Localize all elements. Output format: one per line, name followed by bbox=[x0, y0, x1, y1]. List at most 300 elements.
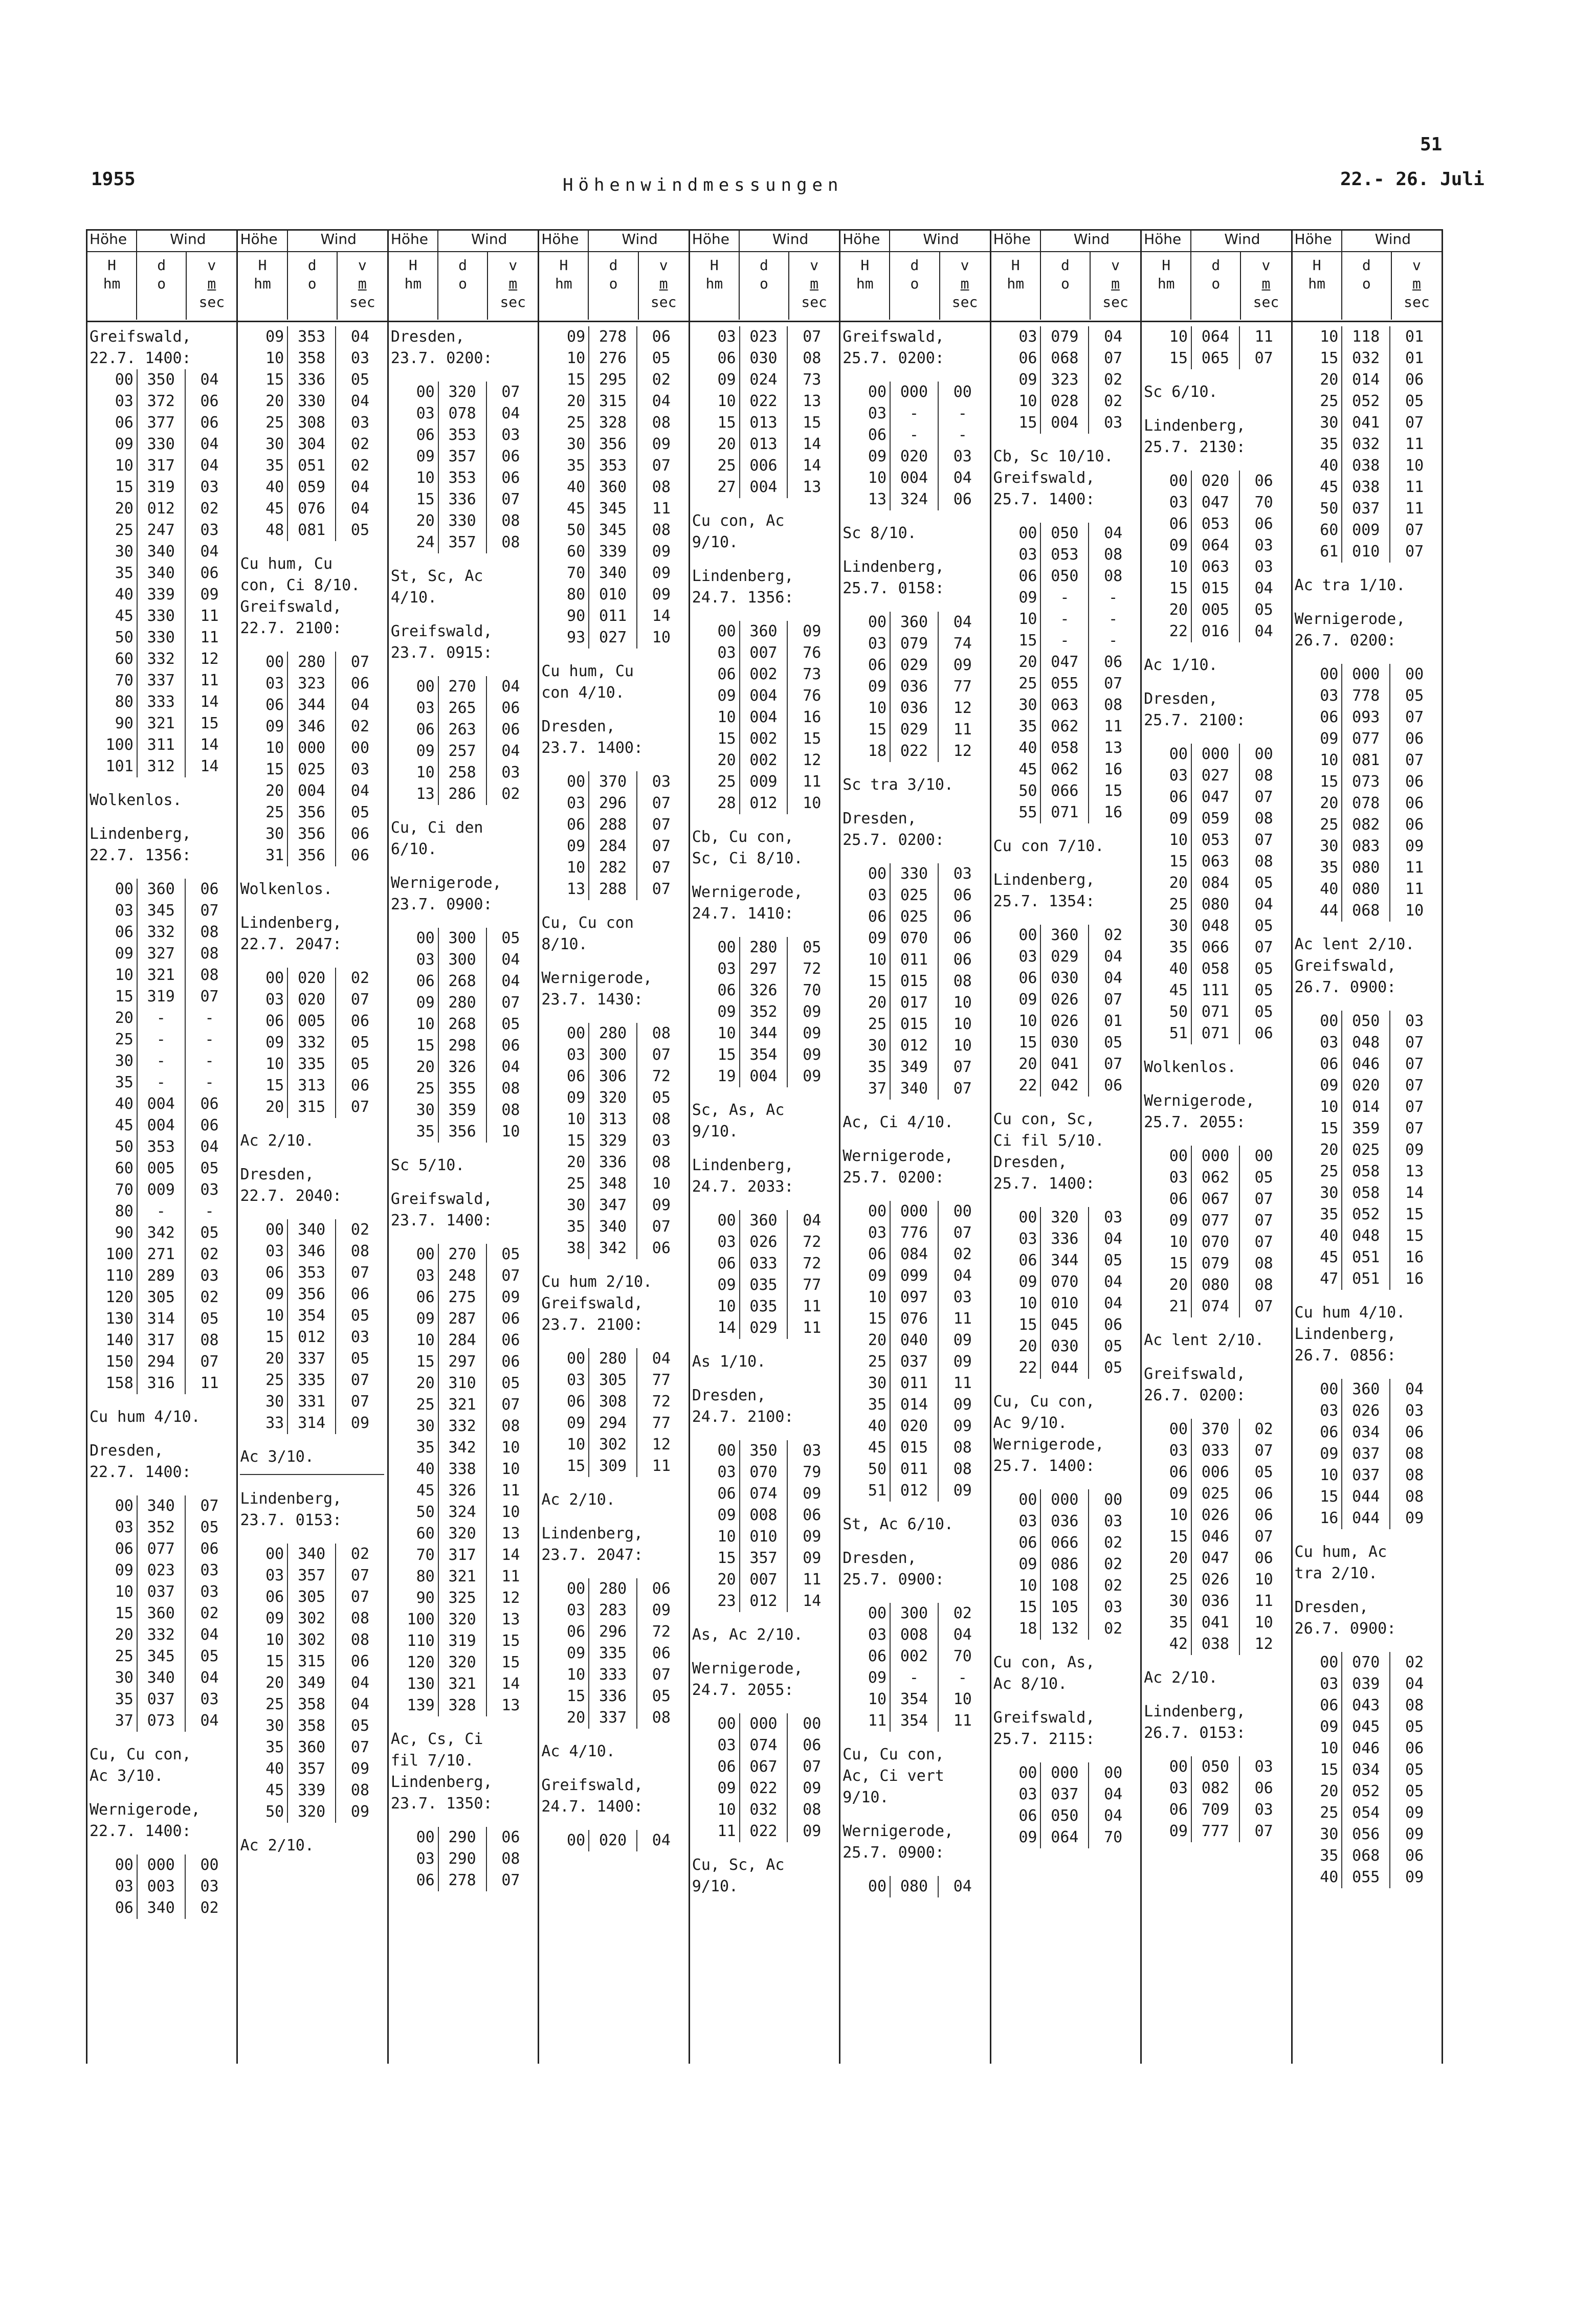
data-row bbox=[692, 664, 836, 685]
height-cell: 06 bbox=[541, 1621, 589, 1643]
speed-unit-sec: sec bbox=[1102, 294, 1128, 310]
direction-cell: 360 bbox=[740, 621, 788, 642]
height-cell: 15 bbox=[692, 1044, 740, 1066]
height-cell: 45 bbox=[993, 759, 1041, 780]
data-row bbox=[240, 1391, 384, 1413]
speed-cell: 06 bbox=[501, 1331, 520, 1349]
data-row bbox=[240, 1694, 384, 1715]
spacer bbox=[391, 1232, 535, 1244]
spacer bbox=[391, 553, 535, 566]
direction-cell: 051 bbox=[1342, 1268, 1390, 1290]
speed-cell: 09 bbox=[803, 1046, 822, 1064]
station-text: Ci fil 5/10. bbox=[993, 1132, 1104, 1150]
height-cell: 09 bbox=[240, 326, 288, 348]
height-cell: 90 bbox=[90, 713, 138, 734]
height-cell: 35 bbox=[1144, 1612, 1192, 1634]
height-cell: 09 bbox=[692, 1505, 740, 1526]
height-cell: 93 bbox=[541, 627, 589, 649]
speed-cell: 09 bbox=[652, 435, 671, 453]
direction-cell: 330 bbox=[288, 391, 336, 412]
spacer bbox=[1295, 1290, 1438, 1302]
direction-cell: 000 bbox=[1041, 1489, 1089, 1511]
direction-cell: 033 bbox=[740, 1253, 788, 1275]
direction-cell: 296 bbox=[589, 1621, 637, 1643]
degree-symbol: o bbox=[1060, 275, 1070, 292]
height-cell: 20 bbox=[240, 391, 288, 412]
height-unit: hm bbox=[1157, 275, 1175, 292]
data-row bbox=[1295, 685, 1438, 707]
height-unit-header bbox=[1142, 252, 1191, 320]
height-cell: 09 bbox=[1144, 1210, 1192, 1232]
column-header-row bbox=[238, 231, 387, 252]
height-cell: 35 bbox=[240, 455, 288, 477]
speed-cell: 06 bbox=[953, 490, 972, 508]
data-row bbox=[692, 326, 836, 348]
height-cell: 00 bbox=[1295, 664, 1343, 685]
height-cell: 30 bbox=[843, 1373, 891, 1394]
height-symbol: H bbox=[710, 257, 719, 274]
data-row bbox=[692, 1569, 836, 1591]
speed-cell: 03 bbox=[200, 1561, 219, 1579]
direction-cell: 012 bbox=[891, 1480, 939, 1502]
speed-cell: 05 bbox=[501, 1245, 520, 1263]
spacer bbox=[1144, 676, 1288, 688]
speed-cell: 14 bbox=[803, 457, 822, 475]
direction-cell: 308 bbox=[288, 412, 336, 434]
speed-cell: 09 bbox=[803, 622, 822, 640]
height-cell: 06 bbox=[541, 1391, 589, 1413]
station-text: 24.7. 1400: bbox=[541, 1798, 644, 1816]
data-row bbox=[90, 649, 233, 670]
spacer bbox=[843, 1591, 986, 1603]
data-row bbox=[692, 477, 836, 498]
height-cell: 03 bbox=[993, 326, 1041, 348]
data-row bbox=[843, 1667, 986, 1689]
wind-header: Wind bbox=[1224, 231, 1260, 248]
data-row bbox=[1144, 599, 1288, 621]
height-cell: 00 bbox=[692, 1440, 740, 1462]
speed-unit-m: m bbox=[659, 275, 668, 292]
direction-cell: 778 bbox=[1342, 685, 1390, 707]
height-cell: 20 bbox=[541, 391, 589, 412]
degree-symbol: o bbox=[1211, 275, 1221, 292]
height-cell: 20 bbox=[90, 1008, 138, 1029]
speed-cell: 09 bbox=[350, 1760, 370, 1778]
column-header-row bbox=[87, 231, 236, 252]
data-row bbox=[391, 928, 535, 949]
height-cell: 00 bbox=[90, 1495, 138, 1517]
height-cell: 40 bbox=[541, 477, 589, 498]
direction-cell: 077 bbox=[1192, 1210, 1240, 1232]
direction-cell: 356 bbox=[589, 434, 637, 455]
speed-cell: 04 bbox=[1104, 328, 1123, 346]
degree-symbol: o bbox=[1362, 275, 1371, 292]
data-row bbox=[240, 845, 384, 866]
height-cell: 101 bbox=[90, 756, 138, 777]
direction-cell: 340 bbox=[138, 1495, 186, 1517]
speed-cell: 76 bbox=[803, 687, 822, 705]
speed-cell: 12 bbox=[652, 1436, 671, 1454]
direction-cell: 345 bbox=[138, 1646, 186, 1667]
speed-cell: 03 bbox=[803, 1442, 822, 1460]
data-row bbox=[993, 1762, 1137, 1784]
data-row bbox=[843, 424, 986, 446]
speed-cell: 07 bbox=[501, 994, 520, 1012]
speed-cell: 11 bbox=[953, 1374, 972, 1392]
speed-cell: 16 bbox=[1405, 1248, 1424, 1266]
height-cell: 06 bbox=[1295, 1695, 1343, 1716]
data-row bbox=[692, 958, 836, 980]
direction-cell: 257 bbox=[439, 741, 487, 762]
spacer bbox=[541, 649, 685, 661]
data-row bbox=[1295, 1652, 1438, 1673]
spacer bbox=[541, 1566, 685, 1578]
direction-unit-header bbox=[740, 252, 789, 320]
height-cell: 25 bbox=[1295, 391, 1343, 412]
height-unit: hm bbox=[705, 275, 723, 292]
spacer bbox=[1144, 642, 1288, 655]
speed-cell: 07 bbox=[803, 328, 822, 346]
speed-cell: 00 bbox=[1254, 1147, 1273, 1165]
direction-cell: 048 bbox=[1342, 1225, 1390, 1247]
spacer bbox=[541, 1011, 685, 1023]
direction-cell: 011 bbox=[891, 949, 939, 971]
direction-cell: 296 bbox=[589, 793, 637, 814]
height-cell: 10 bbox=[391, 1014, 439, 1035]
height-cell: 50 bbox=[391, 1502, 439, 1523]
height-cell: 35 bbox=[1144, 937, 1192, 958]
date-range: 22.- 26. Juli bbox=[1340, 169, 1484, 190]
spacer bbox=[1295, 1640, 1438, 1652]
height-symbol: H bbox=[107, 257, 116, 274]
data-row bbox=[90, 1051, 233, 1072]
height-cell: 37 bbox=[843, 1078, 891, 1100]
direction-cell: 248 bbox=[439, 1265, 487, 1287]
direction-cell: 288 bbox=[589, 879, 637, 900]
speed-cell: 03 bbox=[1104, 1209, 1123, 1226]
height-cell: 31 bbox=[240, 845, 288, 866]
speed-cell: 10 bbox=[1405, 902, 1424, 920]
data-row bbox=[692, 1505, 836, 1526]
speed-cell: 09 bbox=[1405, 837, 1424, 855]
height-cell: 03 bbox=[993, 1228, 1041, 1250]
data-row bbox=[1295, 477, 1438, 498]
direction-cell: 015 bbox=[1192, 578, 1240, 599]
speed-cell: 07 bbox=[1405, 1077, 1424, 1094]
speed-cell: - bbox=[958, 405, 967, 422]
direction-cell: 046 bbox=[1192, 1526, 1240, 1548]
data-row bbox=[541, 836, 685, 857]
column-units-row bbox=[1293, 252, 1442, 320]
column-header bbox=[690, 231, 839, 322]
direction-cell: 320 bbox=[1041, 1207, 1089, 1228]
speed-cell: 08 bbox=[501, 1850, 520, 1868]
direction-cell: 312 bbox=[138, 756, 186, 777]
data-row bbox=[993, 1532, 1137, 1554]
speed-cell: 04 bbox=[1405, 1380, 1424, 1398]
station-text: 25.7. 0900: bbox=[843, 1571, 944, 1589]
direction-cell: 063 bbox=[1192, 851, 1240, 873]
data-row bbox=[541, 520, 685, 541]
station-text: Greifswald, bbox=[843, 328, 944, 346]
data-row bbox=[391, 676, 535, 698]
data-row bbox=[391, 1100, 535, 1121]
speed-cell: 06 bbox=[1405, 371, 1424, 389]
data-row bbox=[993, 1032, 1137, 1054]
direction-cell: 278 bbox=[589, 326, 637, 348]
direction-cell: 051 bbox=[1342, 1247, 1390, 1268]
spacer bbox=[843, 544, 986, 556]
speed-cell: 06 bbox=[501, 1353, 520, 1371]
direction-cell: 039 bbox=[1342, 1673, 1390, 1695]
direction-cell: 286 bbox=[439, 784, 487, 805]
direction-cell: 305 bbox=[288, 1586, 336, 1608]
direction-cell: 302 bbox=[288, 1608, 336, 1629]
speed-cell: 05 bbox=[350, 1055, 370, 1073]
data-row bbox=[240, 1219, 384, 1241]
height-cell: 03 bbox=[692, 642, 740, 664]
height-cell: 09 bbox=[993, 1827, 1041, 1848]
direction-cell: 020 bbox=[891, 1416, 939, 1437]
speed-cell: 00 bbox=[953, 383, 972, 401]
speed-cell: 04 bbox=[200, 1669, 219, 1687]
speed-cell: 04 bbox=[953, 1626, 972, 1644]
height-cell: 45 bbox=[90, 1115, 138, 1136]
spacer bbox=[1295, 563, 1438, 575]
speed-cell: 08 bbox=[1405, 1696, 1424, 1714]
direction-cell: 020 bbox=[891, 446, 939, 467]
speed-cell: 06 bbox=[200, 414, 219, 432]
height-cell: 00 bbox=[692, 937, 740, 958]
data-row bbox=[843, 1035, 986, 1057]
direction-cell: 020 bbox=[288, 968, 336, 989]
column-body bbox=[1142, 322, 1291, 1842]
direction-cell: 016 bbox=[1192, 621, 1240, 642]
data-row bbox=[843, 1394, 986, 1416]
speed-cell: 07 bbox=[1254, 1822, 1273, 1840]
data-row bbox=[1144, 765, 1288, 787]
data-row bbox=[993, 326, 1137, 348]
height-cell: 15 bbox=[1295, 1118, 1343, 1139]
station-text: Ac 3/10. bbox=[90, 1767, 164, 1785]
height-cell: 03 bbox=[1144, 765, 1192, 787]
direction-cell: 276 bbox=[589, 348, 637, 369]
speed-cell: 07 bbox=[350, 1567, 370, 1584]
direction-cell: 077 bbox=[138, 1538, 186, 1560]
station-text: fil 7/10. bbox=[390, 1752, 474, 1770]
spacer bbox=[692, 1612, 836, 1624]
height-cell: 15 bbox=[993, 630, 1041, 652]
speed-cell: 08 bbox=[652, 521, 671, 539]
data-row bbox=[240, 1327, 384, 1348]
station-text: Cu con, Sc, bbox=[993, 1110, 1095, 1128]
data-row bbox=[90, 412, 233, 434]
direction-cell: 035 bbox=[740, 1296, 788, 1317]
speed-cell: 72 bbox=[803, 1233, 822, 1251]
direction-cell: 326 bbox=[439, 1057, 487, 1078]
direction-cell: 304 bbox=[288, 434, 336, 455]
height-cell: 35 bbox=[1295, 857, 1343, 879]
data-row bbox=[1295, 879, 1438, 900]
height-cell: 20 bbox=[993, 652, 1041, 673]
station-text: Ac lent 2/10. bbox=[1294, 935, 1415, 953]
direction-cell: 010 bbox=[740, 1526, 788, 1548]
direction-cell: 360 bbox=[589, 477, 637, 498]
height-cell: 80 bbox=[391, 1566, 439, 1588]
data-row bbox=[391, 1502, 535, 1523]
spacer bbox=[993, 857, 1137, 869]
data-row bbox=[1295, 1032, 1438, 1054]
height-cell: 35 bbox=[541, 455, 589, 477]
speed-cell: 13 bbox=[803, 478, 822, 496]
direction-cell: 000 bbox=[288, 738, 336, 759]
direction-cell: 332 bbox=[288, 1032, 336, 1054]
speed-cell: 15 bbox=[803, 414, 822, 432]
height-cell: 10 bbox=[90, 1581, 138, 1603]
height-cell: 00 bbox=[1295, 1379, 1343, 1400]
speed-cell: 09 bbox=[1405, 1509, 1424, 1527]
direction-cell: 030 bbox=[1041, 1336, 1089, 1357]
speed-cell: 09 bbox=[803, 1024, 822, 1042]
height-cell: 10 bbox=[240, 348, 288, 369]
direction-cell: 350 bbox=[138, 369, 186, 391]
data-row bbox=[240, 1586, 384, 1608]
direction-cell: 342 bbox=[138, 1222, 186, 1244]
height-cell: 00 bbox=[240, 968, 288, 989]
data-row bbox=[692, 1044, 836, 1066]
data-row bbox=[692, 1001, 836, 1023]
data-row bbox=[843, 1014, 986, 1035]
speed-cell: 05 bbox=[350, 371, 370, 389]
direction-cell: 340 bbox=[138, 1897, 186, 1919]
height-cell: 20 bbox=[90, 1624, 138, 1646]
data-row bbox=[240, 412, 384, 434]
direction-cell: 323 bbox=[288, 673, 336, 695]
height-cell: 139 bbox=[391, 1695, 439, 1716]
data-row bbox=[1144, 348, 1288, 369]
height-cell: 40 bbox=[1295, 1867, 1343, 1888]
spacer bbox=[240, 1118, 384, 1130]
direction-cell: 058 bbox=[1192, 958, 1240, 980]
data-row bbox=[391, 1695, 535, 1716]
speed-cell: 06 bbox=[1405, 1423, 1424, 1441]
column-units-row bbox=[840, 252, 989, 320]
speed-unit-header bbox=[1241, 252, 1291, 320]
column-body bbox=[1293, 322, 1442, 1888]
direction-cell: 037 bbox=[138, 1581, 186, 1603]
data-row bbox=[541, 1044, 685, 1066]
speed-cell: 03 bbox=[350, 414, 370, 432]
data-row bbox=[993, 566, 1137, 587]
column-header bbox=[991, 231, 1140, 322]
data-row bbox=[692, 1210, 836, 1232]
height-cell: 30 bbox=[240, 434, 288, 455]
speed-cell: 02 bbox=[1405, 1653, 1424, 1671]
data-row bbox=[391, 1545, 535, 1566]
direction-cell: 000 bbox=[1342, 664, 1390, 685]
speed-cell: 04 bbox=[350, 696, 370, 714]
speed-symbol: v bbox=[1261, 257, 1271, 274]
direction-cell: 280 bbox=[288, 652, 336, 673]
height-cell: 25 bbox=[692, 771, 740, 793]
height-cell: 09 bbox=[541, 1643, 589, 1664]
direction-cell: 336 bbox=[288, 369, 336, 391]
spacer bbox=[1144, 458, 1288, 471]
direction-cell: 023 bbox=[740, 326, 788, 348]
direction-cell: 065 bbox=[1192, 348, 1240, 369]
speed-cell: 04 bbox=[1104, 948, 1123, 966]
height-cell: 20 bbox=[1144, 873, 1192, 894]
spacer bbox=[1295, 1529, 1438, 1541]
spacer bbox=[541, 1729, 685, 1741]
direction-cell: 012 bbox=[740, 1591, 788, 1612]
speed-cell: 05 bbox=[1254, 1169, 1273, 1187]
speed-cell: 02 bbox=[350, 969, 370, 987]
data-row bbox=[1144, 808, 1288, 830]
station-text: 23.7. 1350: bbox=[390, 1795, 493, 1813]
speed-cell: 73 bbox=[803, 665, 822, 683]
height-cell: 10 bbox=[692, 1296, 740, 1317]
height-unit-header bbox=[87, 252, 137, 320]
height-cell: 03 bbox=[993, 946, 1041, 968]
height-cell: 20 bbox=[541, 1152, 589, 1173]
data-row bbox=[692, 728, 836, 750]
speed-cell: 04 bbox=[1104, 1785, 1123, 1803]
data-row bbox=[1144, 830, 1288, 851]
speed-cell: 10 bbox=[501, 1503, 520, 1521]
station-text: Dresden, bbox=[90, 1442, 164, 1460]
data-row bbox=[240, 1565, 384, 1586]
speed-cell: 13 bbox=[501, 1611, 520, 1628]
speed-cell: 73 bbox=[803, 371, 822, 389]
height-cell: 06 bbox=[90, 1897, 138, 1919]
data-row bbox=[1144, 894, 1288, 915]
data-row bbox=[1295, 348, 1438, 369]
speed-cell: 05 bbox=[200, 1224, 219, 1242]
data-row bbox=[240, 1284, 384, 1305]
data-row bbox=[541, 1370, 685, 1391]
speed-cell: 07 bbox=[652, 816, 671, 834]
spacer bbox=[240, 1531, 384, 1544]
direction-cell: 037 bbox=[1041, 1784, 1089, 1805]
speed-cell: 08 bbox=[501, 512, 520, 530]
page-number: 51 bbox=[1420, 134, 1443, 155]
speed-cell: 05 bbox=[501, 929, 520, 947]
speed-cell: 07 bbox=[1405, 751, 1424, 769]
height-cell: 13 bbox=[541, 879, 589, 900]
direction-cell: 032 bbox=[1342, 434, 1390, 455]
wind-header: Wind bbox=[1073, 231, 1110, 248]
data-row bbox=[90, 1287, 233, 1308]
speed-cell: 06 bbox=[652, 328, 671, 346]
data-row bbox=[541, 391, 685, 412]
data-row bbox=[391, 1373, 535, 1394]
height-cell: 47 bbox=[1295, 1268, 1343, 1290]
height-cell: 45 bbox=[1295, 1247, 1343, 1268]
column-header-row bbox=[1293, 231, 1442, 252]
height-cell: 25 bbox=[843, 1014, 891, 1035]
data-row bbox=[240, 1241, 384, 1262]
data-row bbox=[692, 771, 836, 793]
height-cell: 03 bbox=[240, 989, 288, 1011]
direction-cell: 080 bbox=[1342, 857, 1390, 879]
direction-cell: 050 bbox=[1041, 523, 1089, 544]
degree-symbol: o bbox=[609, 275, 618, 292]
data-row bbox=[90, 922, 233, 943]
speed-cell: 10 bbox=[501, 1123, 520, 1141]
data-row bbox=[993, 1271, 1137, 1293]
table-column bbox=[1142, 231, 1292, 2064]
